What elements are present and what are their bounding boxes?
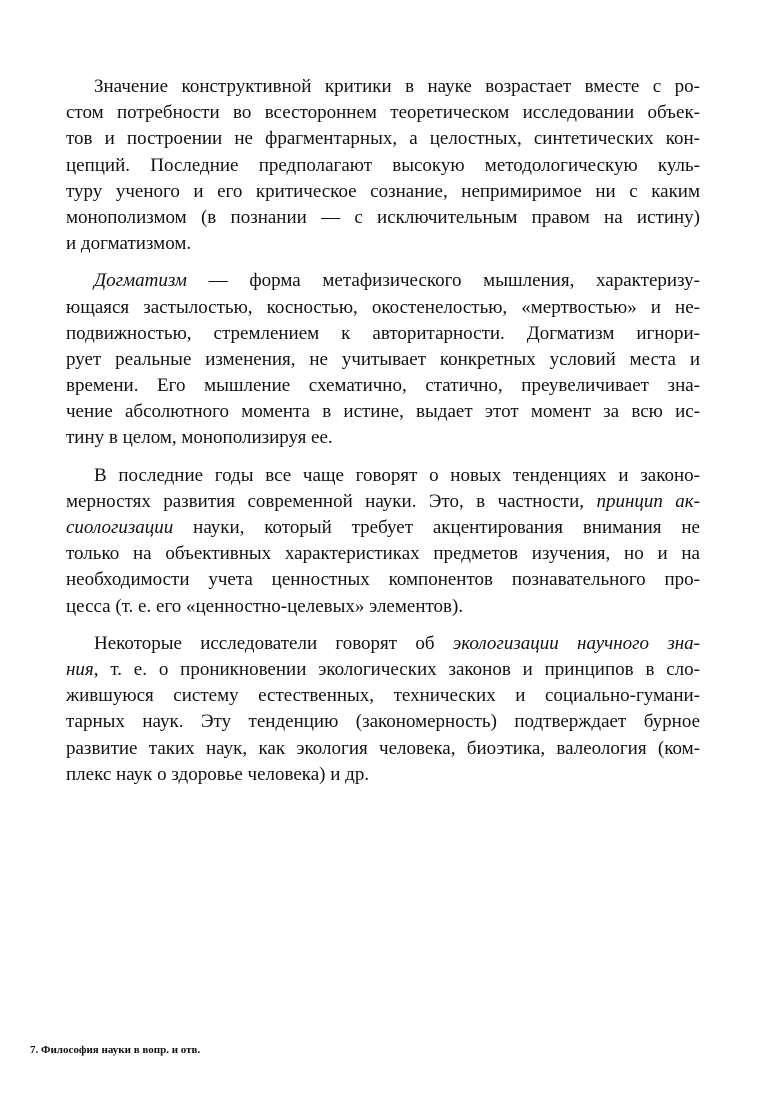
- printer-signature: 7. Философия науки в вопр. и отв.: [30, 1044, 201, 1056]
- paragraph-dogmatism: [66, 268, 700, 451]
- text-fragment: мерностях развития современной науки. Это, в частности,: [66, 490, 597, 512]
- text-line: [66, 489, 700, 515]
- text-line: [66, 631, 700, 657]
- text-fragment: , т. е. о проникновении экологических законов и принципов в сло-: [93, 658, 700, 680]
- text-line: жившуюся систему естественных, технических и социально-гумани-: [66, 685, 700, 707]
- paragraph-axiologization: [66, 463, 700, 620]
- text-line: [66, 515, 700, 541]
- text-line: цесса (т. е. его «ценностно-целевых» элементов).: [66, 595, 464, 617]
- text-line: только на объективных характеристиках предметов изучения, но и на: [66, 543, 700, 565]
- text-line: времени. Его мышление схематично, статично, преувеличивает зна-: [66, 375, 700, 397]
- text-line: стом потребности во всестороннем теоретическом исследовании объек-: [66, 102, 700, 124]
- text-line: чение абсолютного момента в истине, выдает этот момент за всю ис-: [66, 401, 700, 423]
- text-line: и догматизмом.: [66, 233, 192, 255]
- term-axiologization-principle-cont: сиологизации: [66, 517, 174, 538]
- text-line: Значение конструктивной критики в науке возрастает вместе с ро-: [94, 76, 700, 97]
- paragraph-constructive-criticism: [66, 74, 700, 257]
- text-line: тарных наук. Эту тенденцию (закономерность) подтверждает бурное: [66, 711, 700, 733]
- page-body: [66, 74, 700, 788]
- text-line: рует реальные изменения, не учитывает конкретных условий места и: [66, 348, 700, 370]
- text-line: цепций. Последние предполагают высокую методологическую куль-: [66, 154, 700, 176]
- text-line: плекс наук о здоровье человека) и др.: [66, 763, 370, 785]
- term-ecologization: экологизации научного зна-: [452, 632, 700, 654]
- text-line: ющаяся застылостью, косностью, окостенелостью, «мертвостью» и не-: [66, 296, 700, 318]
- paragraph-ecologization: [66, 631, 700, 788]
- term-dogmatism: Догматизм: [94, 270, 187, 292]
- text-line: тину в целом, монополизируя ее.: [66, 427, 333, 449]
- text-line: тов и построении не фрагментарных, а целостных, синтетических кон-: [66, 128, 700, 150]
- text-line: монополизмом (в познании — с исключительным правом на истину): [66, 206, 700, 228]
- term-axiologization-principle: принцип ак-: [596, 490, 701, 512]
- text-line: [66, 657, 700, 683]
- text-fragment: — форма метафизического мышления, характеризу-: [186, 270, 700, 292]
- text-fragment: Некоторые исследователи говорят об: [94, 632, 453, 654]
- text-line: туру ученого и его критическое сознание, непримиримое ни с каким: [66, 180, 700, 202]
- text-line: [66, 268, 700, 294]
- text-fragment: науки, который требует акцентирования внимания не: [173, 517, 700, 538]
- text-line: развитие таких наук, как экология человека, биоэтика, валеология (ком-: [66, 737, 700, 759]
- text-line: подвижностью, стремлением к авторитарности. Догматизм игнори-: [66, 322, 700, 344]
- text-line: В последние годы все чаще говорят о новых тенденциях и законо-: [94, 464, 700, 486]
- text-line: необходимости учета ценностных компонентов познавательного про-: [66, 569, 700, 591]
- term-ecologization-cont: ния: [66, 658, 94, 680]
